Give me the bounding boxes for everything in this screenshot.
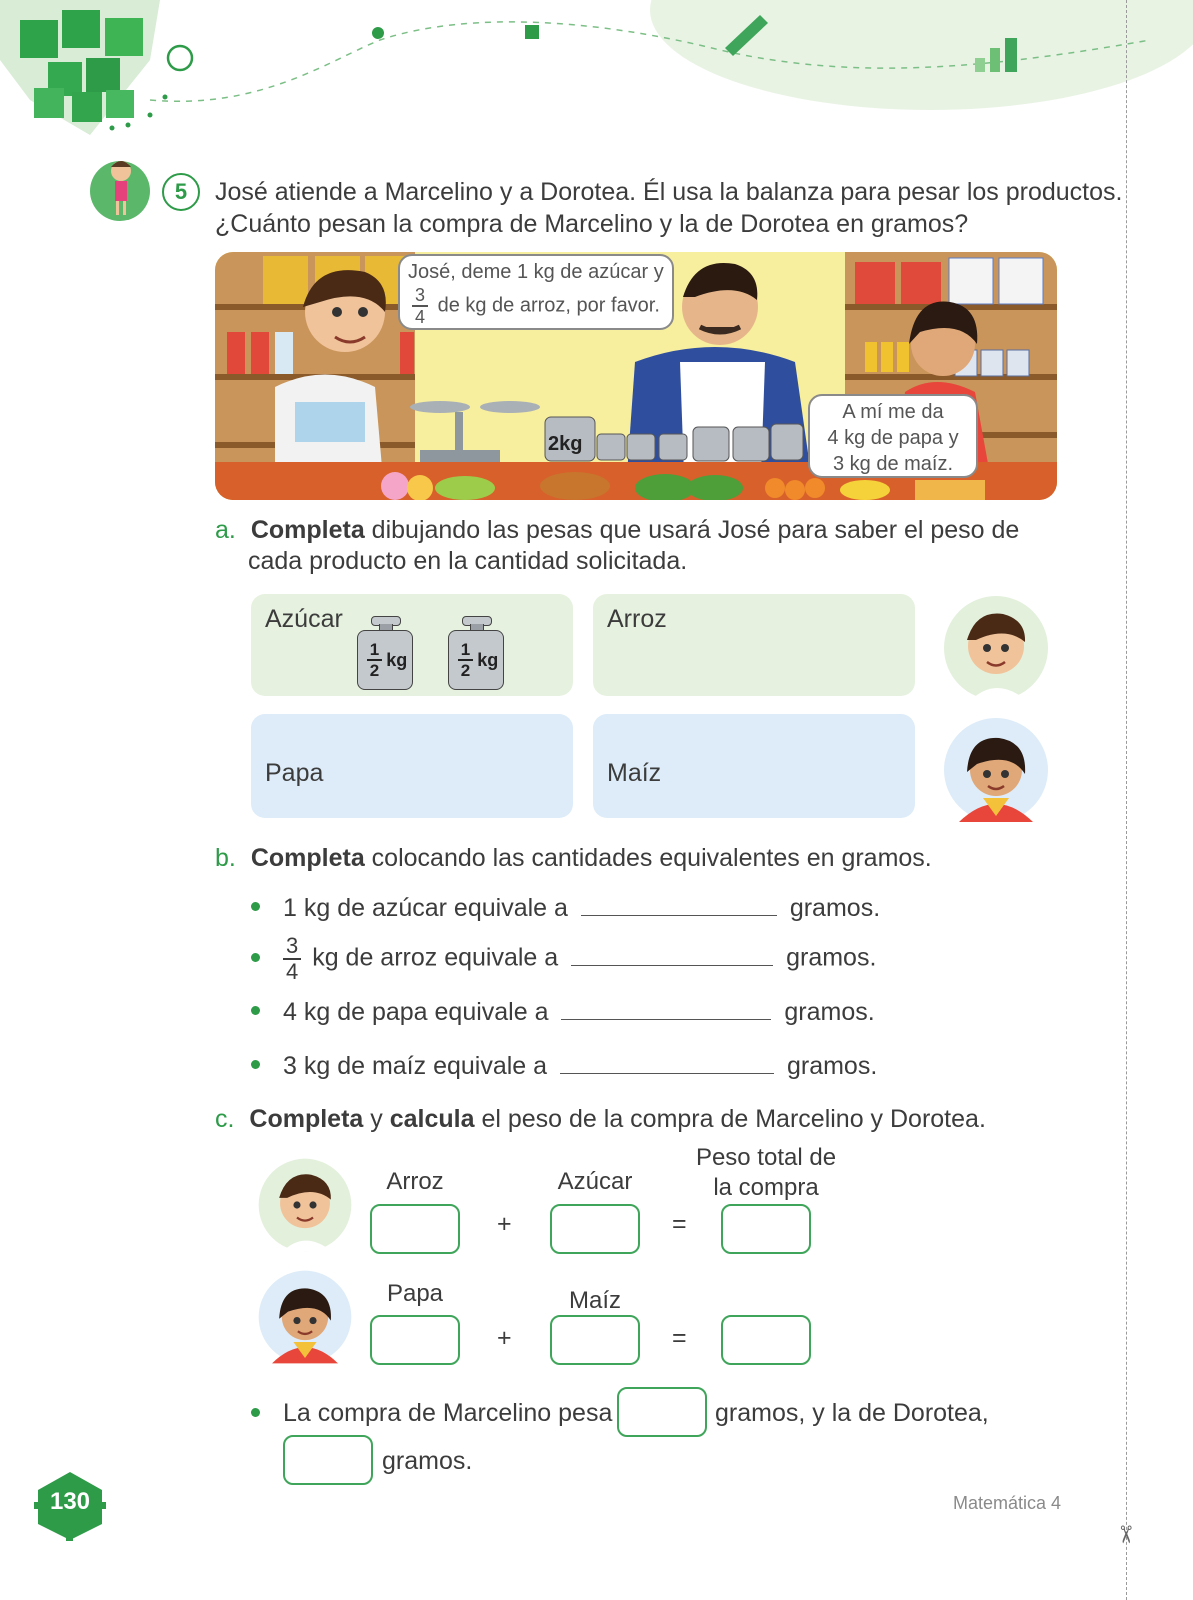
item-2-frac-den: 4 [286,959,299,984]
exercise-number-badge [162,173,200,211]
bullet [251,1006,260,1015]
exercise-number: 5 [174,179,188,204]
item-3-prefix: 4 kg de papa equivale a [283,998,549,1026]
boy-avatar-icon [941,596,1051,700]
answer-box-papa[interactable] [370,1315,460,1365]
bubble-dorotea-line3: 3 kg de maíz. [832,453,954,475]
bubble-jose-line1: José, deme 1 kg de azúcar y [408,261,664,283]
weight-1-num: 1 [367,641,382,661]
summary-text-1: La compra de Marcelino pesa [283,1399,613,1427]
item-2-suffix: gramos. [786,943,877,972]
part-b-heading [215,844,932,873]
book-title: Matemática 4 [953,1493,1062,1513]
part-c-letter: c. [215,1105,235,1133]
part-b-item-1 [283,893,880,923]
weight-1-unit: kg [386,649,408,670]
bullet [251,1060,260,1069]
cut-line [1126,0,1127,1600]
weight-2-den: 2 [460,661,471,680]
row1-label-total-2: la compra [713,1174,819,1201]
weight-1-den: 2 [369,661,380,680]
part-b-item-2 [283,935,876,983]
row1-label-arroz: Arroz [386,1168,444,1195]
row2-label-maiz: Maíz [568,1287,621,1314]
part-c-verb1: Completa [249,1105,364,1133]
girl-face-avatar-icon [941,716,1051,824]
answer-box-total-dorotea[interactable] [721,1315,811,1365]
scissors-icon: ✂ [1111,1524,1139,1545]
exercise-prompt-line2: ¿Cuánto pesan la compra de Marcelino y la de Dorotea en gramos? [215,210,969,238]
part-c-verb2: calcula [389,1105,475,1133]
part-b-text: colocando las cantidades equivalentes en gramos. [371,844,932,872]
part-c-y: y [370,1105,383,1133]
girl-avatar-small-icon [256,1268,354,1366]
part-a-letter: a. [215,516,236,544]
answer-box-azucar[interactable] [550,1204,640,1254]
item-1-prefix: 1 kg de azúcar equivale a [283,894,568,922]
row2-label-papa: Papa [386,1280,444,1307]
panel-papa-label: Papa [265,759,324,787]
part-b-verb: Completa [250,844,365,872]
answer-blank-1[interactable] [581,893,777,916]
panel-papa[interactable] [251,714,573,818]
row1-label-total-1: Peso total de [695,1144,837,1171]
answer-blank-4[interactable] [560,1051,774,1074]
answer-box-total-marcelino[interactable] [721,1204,811,1254]
weight-2-unit: kg [477,649,499,670]
half-kg-weight-2 [448,616,504,690]
panel-maiz[interactable] [593,714,915,818]
item-4-prefix: 3 kg de maíz equivale a [283,1052,548,1080]
item-2-prefix: kg de arroz equivale a [312,943,559,972]
bubble-dorotea-line1: A mí me da [842,401,944,423]
item-4-suffix: gramos. [786,1052,878,1080]
panel-arroz[interactable] [593,594,915,696]
girl-avatar-icon [88,153,154,223]
part-a-verb: Completa [250,516,365,544]
answer-box-maiz[interactable] [550,1315,640,1365]
exercise-prompt-line1: José atiende a Marcelino y a Dorotea. Él usa la balanza para pesar los productos. [215,178,1123,206]
answer-blank-3[interactable] [561,997,771,1020]
boy-avatar-small-icon [256,1158,354,1252]
bubble-jose-fraction [412,286,428,326]
summary-text-3: gramos. [382,1447,473,1475]
answer-box-arroz[interactable] [370,1204,460,1254]
equals-sign: = [672,1210,687,1238]
half-kg-weight-1 [357,616,413,690]
row1-label-azucar: Azúcar [557,1168,633,1195]
bubble-jose-frac-num: 3 [412,286,428,307]
bubble-dorotea-line2: 4 kg de papa y [827,427,959,449]
bullet [251,902,260,911]
part-b-item-3 [283,997,875,1027]
answer-blank-2[interactable] [571,943,773,966]
panel-azucar-label: Azúcar [265,605,343,633]
speech-bubble-jose [398,254,674,330]
bullet [251,1408,260,1417]
equals-sign: = [672,1324,687,1352]
answer-box-marcelino-grams[interactable] [617,1387,707,1437]
item-1-suffix: gramos. [789,894,881,922]
part-a-line1 [215,516,1019,545]
bubble-jose-suffix: de kg de arroz, por favor. [437,294,660,317]
part-c-heading [215,1105,986,1134]
weight-2-num: 1 [458,641,473,661]
plus-sign: + [497,1324,512,1352]
item-3-suffix: gramos. [784,998,875,1026]
bubble-jose-line2 [408,286,664,326]
summary-text-2: gramos, y la de Dorotea, [715,1399,989,1427]
part-b-letter: b. [215,844,236,872]
item-2-frac-num: 3 [283,935,301,960]
part-b-item-4 [283,1051,877,1081]
svg-text:2kg: 2kg [548,433,583,455]
bubble-jose-frac-den: 4 [415,307,426,327]
page-number: 130 [49,1488,91,1515]
header-decoration [0,0,1193,140]
plus-sign: + [497,1210,512,1238]
part-c-text: el peso de la compra de Marcelino y Dorotea. [481,1105,986,1133]
bullet [251,953,260,962]
part-a-line2: cada producto en la cantidad solicitada. [248,547,688,575]
part-a-text1: dibujando las pesas que usará José para saber el peso de [371,516,1020,544]
speech-bubble-dorotea [808,394,978,478]
item-2-fraction [283,935,301,983]
panel-arroz-label: Arroz [607,605,667,633]
answer-box-dorotea-grams[interactable] [283,1435,373,1485]
panel-maiz-label: Maíz [607,759,662,787]
